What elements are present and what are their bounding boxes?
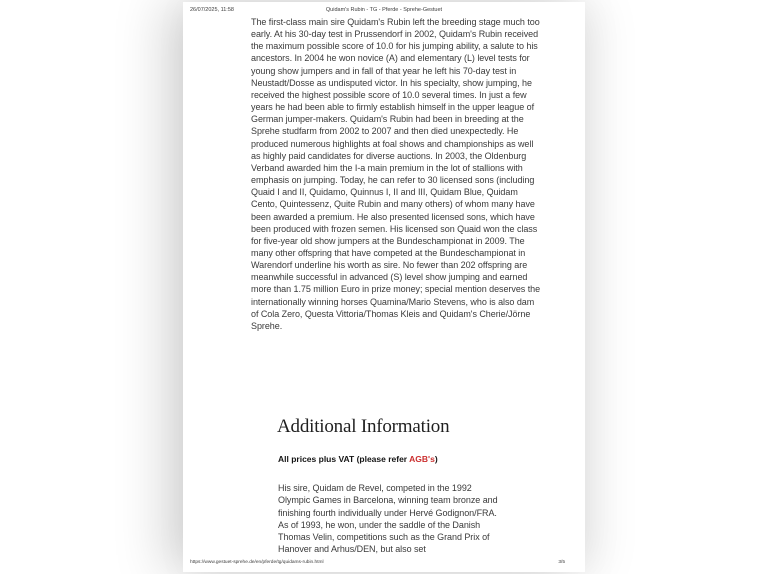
vat-note xyxy=(278,454,438,464)
footer-page-indicator: 3/5 xyxy=(558,560,565,565)
print-header-datetime: 26/07/2025, 11:58 xyxy=(190,7,234,13)
sire-paragraph: His sire, Quidam de Revel, competed in the 1992 Olympic Games in Barcelona, winning team bronze and finishing fourth individually under Hervé Godignon/FRA. As of 1993, he won, under the saddle of the Danish Thomas Velin, competitions such as the Grand Prix of Hanover and Arhus/DEN, but also set xyxy=(278,483,498,555)
print-header xyxy=(190,6,578,14)
additional-information-heading: Additional Information xyxy=(277,416,450,437)
footer-url: https://www.gestuet-sprehe.de/en/pferde/tg/quidams-rubin.html xyxy=(190,560,324,565)
vat-note-prefix: All prices plus VAT (please refer xyxy=(278,454,410,464)
document-page xyxy=(183,2,585,572)
article-paragraph: The first-class main sire Quidam's Rubin left the breeding stage much too early. At his 30-day test in Prussendorf in 2002, Quidam's Rubin received the maximum possible score of 10.0 for his jumping ability, a salute to his ancestors. In 2004 he won novice (A) and elementary (L) level tests for young show jumpers and in fall of that year he left his 70-day test in Neustadt/Dosse as undisputed victor. In his specialty, show jumping, he received the highest possible score of 10.0 several times. In just a few years he had been able to firmly establish himself in the upper league of German jumper-makers. Quidam's Rubin had been in breeding at the Sprehe studfarm from 2002 to 2007 and then died unexpectedly. He produced numerous highlights at foal shows and championships as well as highly paid candidates for diverse auctions. In 2003, the Oldenburg Verband awarded him the I-a main premium in the lot of stallions with emphasis on jumping. Today, he can refer to 30 licensed sons (including Quaid I and II, Quidamo, Quinnus I, II and III, Quidam Blue, Quidam Cento, Quintessenz, Quite Rubin and many others) of whom many have been awarded a premium. He also presented licensed sons, which have been produced with frozen semen. His licensed son Quaid won the class for five-year old show jumpers at the Bundeschampionat in 2009. The many other offspring that have competed at the Bundeschampionat in Warendorf underline his worth as sire. No fewer than 202 offspring are meanwhile successful in advanced (S) level show jumping and earned more than 1.75 million Euro in prize money; special mention deserves the internationally winning horses Quamina/Mario Stevens, who is also dam of Cola Zero, Questa Vittoria/Thomas Kleis and Quidam's Cherie/Jörne Sprehe. xyxy=(251,17,541,331)
vat-note-suffix: ) xyxy=(434,454,438,464)
print-footer xyxy=(190,560,565,565)
agb-link[interactable]: AGB's xyxy=(409,454,435,464)
print-header-title: Quidam's Rubin - TG - Pferde - Sprehe-Gestuet xyxy=(325,7,443,13)
